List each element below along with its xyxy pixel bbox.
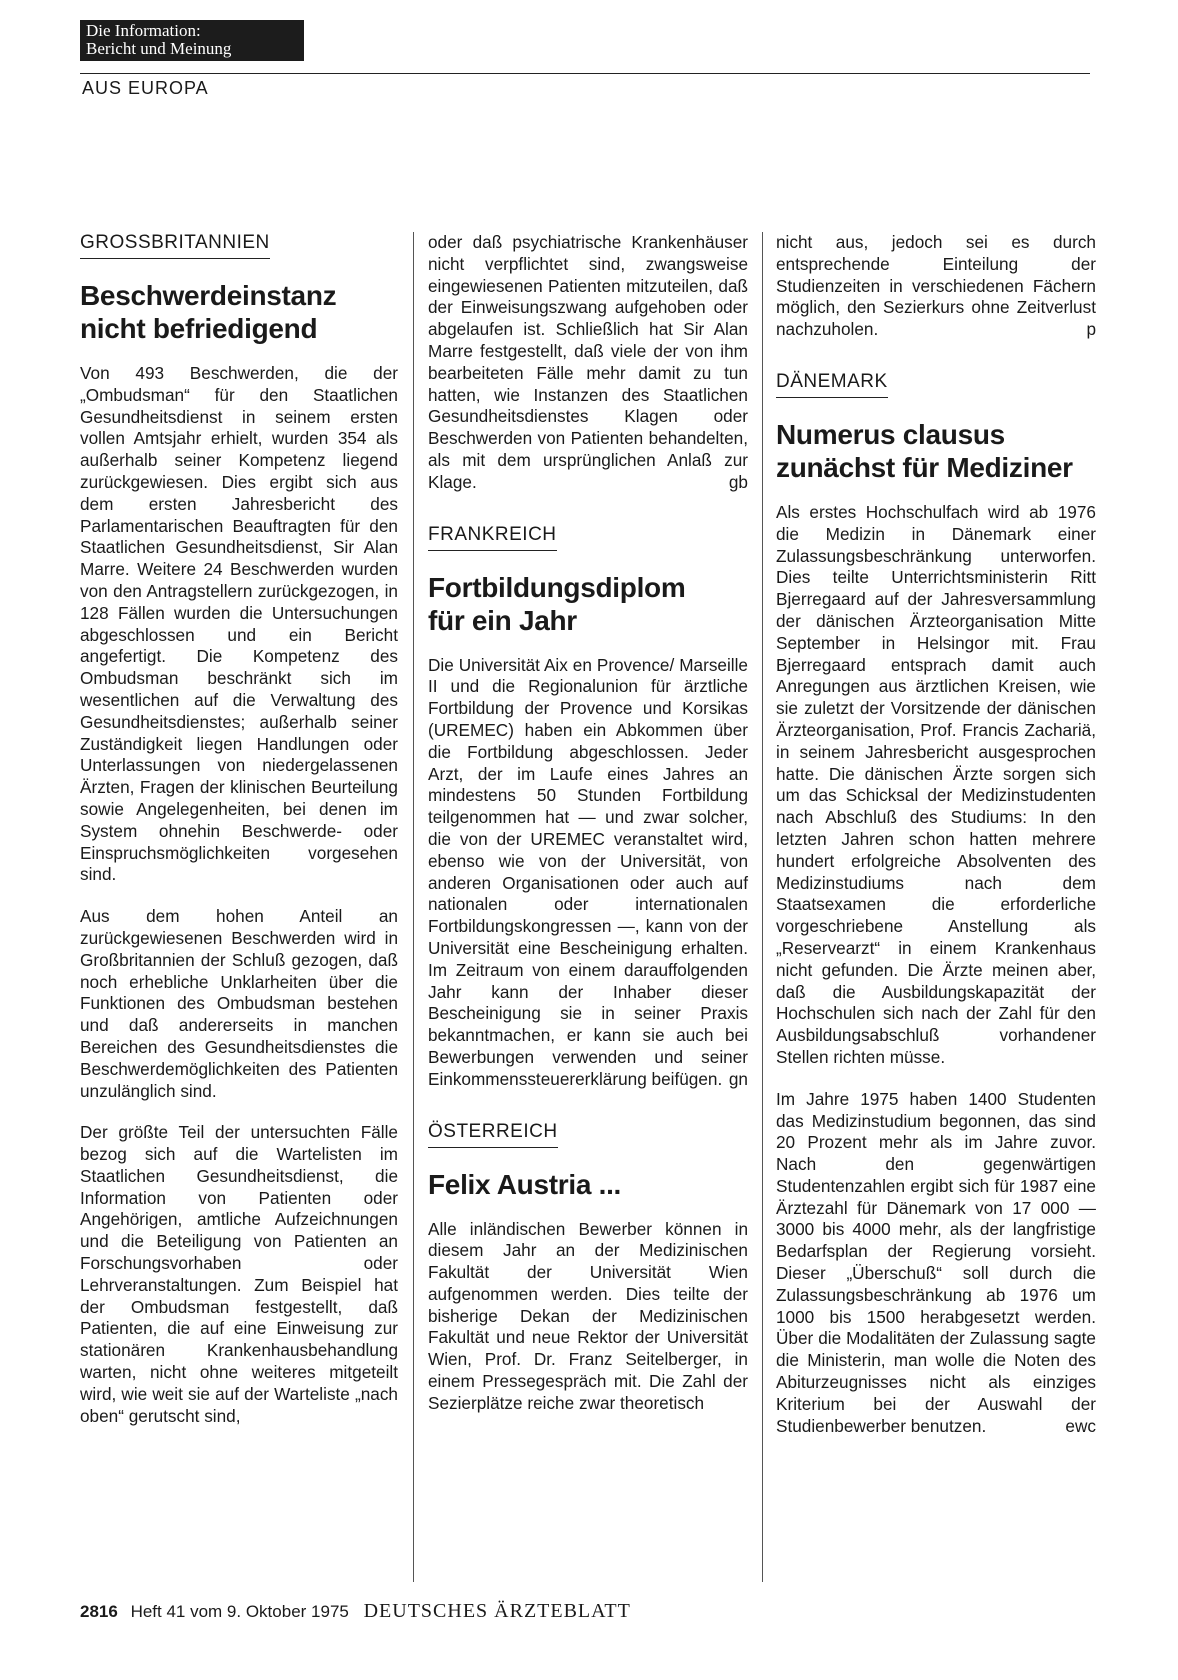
article-oesterreich-continued [776,232,1096,341]
masthead [80,20,304,61]
article-grossbritannien [80,232,398,1427]
top-rule [80,73,1090,74]
paragraph [776,1089,1096,1438]
journal-name: DEUTSCHES ÄRZTEBLATT [363,1600,631,1622]
column-3 [776,232,1096,1437]
headline-line-2: für ein Jahr [428,604,577,636]
paragraph: Als erstes Hochschulfach wird ab 1976 die Medizin in Dänemark einer Zulassungsbeschränkung unterworfen. Dies teilte Unterrichtsministerin Ritt Bjerregaard auf der Jahresversammlung der dänischen Ärzteorganisation Mitte September in Helsingor mit. Frau Bjerregaard entsprach damit auch Anregungen aus ärztlichen Kreisen, wie sie zuletzt der Vorsitzende der dänischen Ärzteorganisation, Prof. Francis Zachariä, in seinem Jahresbericht ausgesprochen hatte. Die dänischen Ärzte sorgen sich um das Schicksal der Medizinstudenten nach Abschluß des Studiums: In den letzten Jahren schon hatten mehrere hundert erfolgreiche Absolventen des Medizinstudiums nach dem Staatsexamen die erforderliche vorgeschriebene Anstellung als „Reservearzt“ in einem Krankenhaus nicht gefunden. Die Ärzte meinen aber, daß die Ausbildungskapazität der Hochschulen sich nach der Zahl für den Ausbildungsabschluß vorhandener Stellen richten müsse. [776,501,1096,1067]
country-label: FRANKREICH [428,524,557,551]
issue-info: Heft 41 vom 9. Oktober 1975 [130,1602,349,1621]
article-frankreich [428,524,748,1091]
column-divider-2 [762,232,763,1582]
paragraph [428,655,748,1091]
column-2 [428,232,748,1415]
headline-line-2: nicht befriedigend [80,313,318,344]
column-divider-1 [413,232,414,1582]
country-label: ÖSTERREICH [428,1121,558,1148]
author-initials: gb [728,471,748,492]
column-1 [80,232,398,1427]
paragraph: Alle inländischen Bewerber können in diesem Jahr an der Medizinischen Fakultät der Universität Wien aufgenommen werden. Dies teilte der bisherige Dekan der Medizinischen Fakultät und neue Rektor der Universität Wien, Prof. Dr. Franz Seitelberger, in einem Pressegespräch mit. Die Zahl der Sezierplätze reiche zwar theoretisch [428,1218,748,1413]
country-label: DÄNEMARK [776,371,888,398]
article-grossbritannien-continued [428,232,748,494]
paragraph-text: nicht aus, jedoch sei es durch entsprechende Einteilung der Studienzeiten in verschiedenen Fächern möglich, den Sezierkurs ohne Zeitverlust nachzuholen. [776,232,1096,340]
headline-line-1: Beschwerdeinstanz [80,280,337,311]
article-headline [428,571,748,637]
article-headline [428,1168,748,1201]
country-label: GROSSBRITANNIEN [80,232,270,259]
masthead-line-1: Die Information: [86,21,201,40]
author-initials: p [1086,319,1096,340]
paragraph [428,232,748,494]
article-headline [776,418,1096,484]
paragraph-text: Im Jahre 1975 haben 1400 Studenten das Medizinstudium begonnen, das sind 20 Prozent mehr als im Jahre zuvor. Nach den gegenwärtigen Studentenzahlen ergibt sich für 1987 eine Ärztezahl für Dänemark von 17 000 — 3000 bis 4000 mehr, als der langfristige Bedarfsplan der Regierung vorsieht. Dieser „Überschuß“ soll durch die Zulassungsbeschränkung ab 1976 um 1000 bis 1500 herabgesetzt werden. Über die Modalitäten der Zulassung sagte die Ministerin, man wolle die Noten des Abiturzeugnisses nicht als einziges Kriterium bei der Auswahl der Studienbewerber benutzen. [776,1088,1096,1436]
page-footer [80,1600,631,1623]
headline-line-1: Felix Austria ... [428,1168,622,1200]
author-initials: gn [728,1068,748,1089]
paragraph-text: Die Universität Aix en Provence/ Marseille II und die Regionalunion für ärztliche Fortbildung der Provence und Korsikas (UREMEC) haben ein Abkommen über die Fortbildung abgeschlossen. Jeder Arzt, der im Laufe eines Jahres an mindestens 50 Stunden Fortbildung teilgenommen hat — und zwar solcher, die von der UREMEC veranstaltet wird, ebenso wie von der Universität, von anderen Organisationen oder auch auf nationalen oder internationalen Fortbildungskongressen —, kann von der Universität eine Bescheinigung erhalten. Im Zeitraum von einem darauffolgenden Jahr kann der Inhaber dieser Bescheinigung sie in seiner Praxis bekanntmachen, er kann sie auch bei Bewerbungen verwenden und seiner Einkommenssteuererklärung beifügen. [428,654,748,1089]
masthead-line-2: Bericht und Meinung [86,39,232,58]
headline-line-1: Fortbildungsdiplom [428,571,686,603]
paragraph: Aus dem hohen Anteil an zurückgewiesenen Beschwerden wird in Großbritannien der Schluß gezogen, daß noch erhebliche Unklarheiten über die Funktionen des Ombudsman bestehen und daß andererseits in manchen Bereichen des Gesundheitsdienstes die Beschwerdemöglichkeiten des Patienten unzulänglich sind. [80,906,398,1101]
headline-line-1: Numerus clausus [776,418,1005,450]
headline-line-2: zunächst für Mediziner [776,451,1073,483]
paragraph [776,232,1096,341]
author-initials: ewc [1065,1415,1096,1436]
article-daenemark [776,371,1096,1437]
paragraph: Von 493 Beschwerden, die der „Ombudsman“ für den Staatlichen Gesundheitsdienst in seinem ersten vollen Amtsjahr erhielt, wurden 354 als außerhalb seiner Kompetenz liegend zurückgewiesen. Dies ergibt sich aus dem ersten Jahresbericht des Parlamentarischen Beauftragten für den Staatlichen Gesundheitsdienst, Sir Alan Marre. Weitere 24 Beschwerden wurden von den Antragstellern zurückgezogen, in 128 Fällen wurden die Untersuchungen abgeschlossen und ein Bericht angefertigt. Die Kompetenz des Ombudsman beschränkt sich im wesentlichen auf die Verwaltung des Gesundheitsdienstes; außerhalb seiner Zuständigkeit liegen Handlungen oder Unterlassungen von niedergelassenen Ärzten, Fragen der klinischen Beurteilung sowie Angelegenheiten, bei denen im System ohnehin Beschwerde- oder Einspruchsmöglichkeiten vorgesehen sind. [80,363,398,885]
paragraph: Der größte Teil der untersuchten Fälle bezog sich auf die Wartelisten im Staatlichen Gesundheitsdienst, die Information von Patienten oder Angehörigen, amtliche Aufzeichnungen und die Beteiligung von Patienten an Forschungsvorhaben oder Lehrveranstaltungen. Zum Beispiel hat der Ombudsman festgestellt, daß Patienten, die auf eine Einweisung zur stationären Krankenhausbehandlung warten, nicht ohne weiteres mitgeteilt wird, wie weit sie auf der Warteliste „nach oben“ gerutscht sind, [80,1122,398,1426]
page-number: 2816 [80,1602,118,1621]
section-kicker: AUS EUROPA [82,78,209,98]
article-oesterreich [428,1121,748,1415]
paragraph-text: oder daß psychiatrische Krankenhäuser nicht verpflichtet sind, zwangsweise eingewiesenen Patienten mitzuteilen, daß der Einweisungszwang aufgehoben oder abgelaufen ist. Schließlich hat Sir Alan Marre festgestellt, daß viele der von ihm bearbeiteten Fälle mehr damit zu tun hatten, wie Instanzen des Staatlichen Gesundheitsdienstes Klagen oder Beschwerden von Patienten behandelten, als mit dem ursprünglichen Anlaß zur Klage. [428,232,748,492]
article-headline [80,279,398,345]
